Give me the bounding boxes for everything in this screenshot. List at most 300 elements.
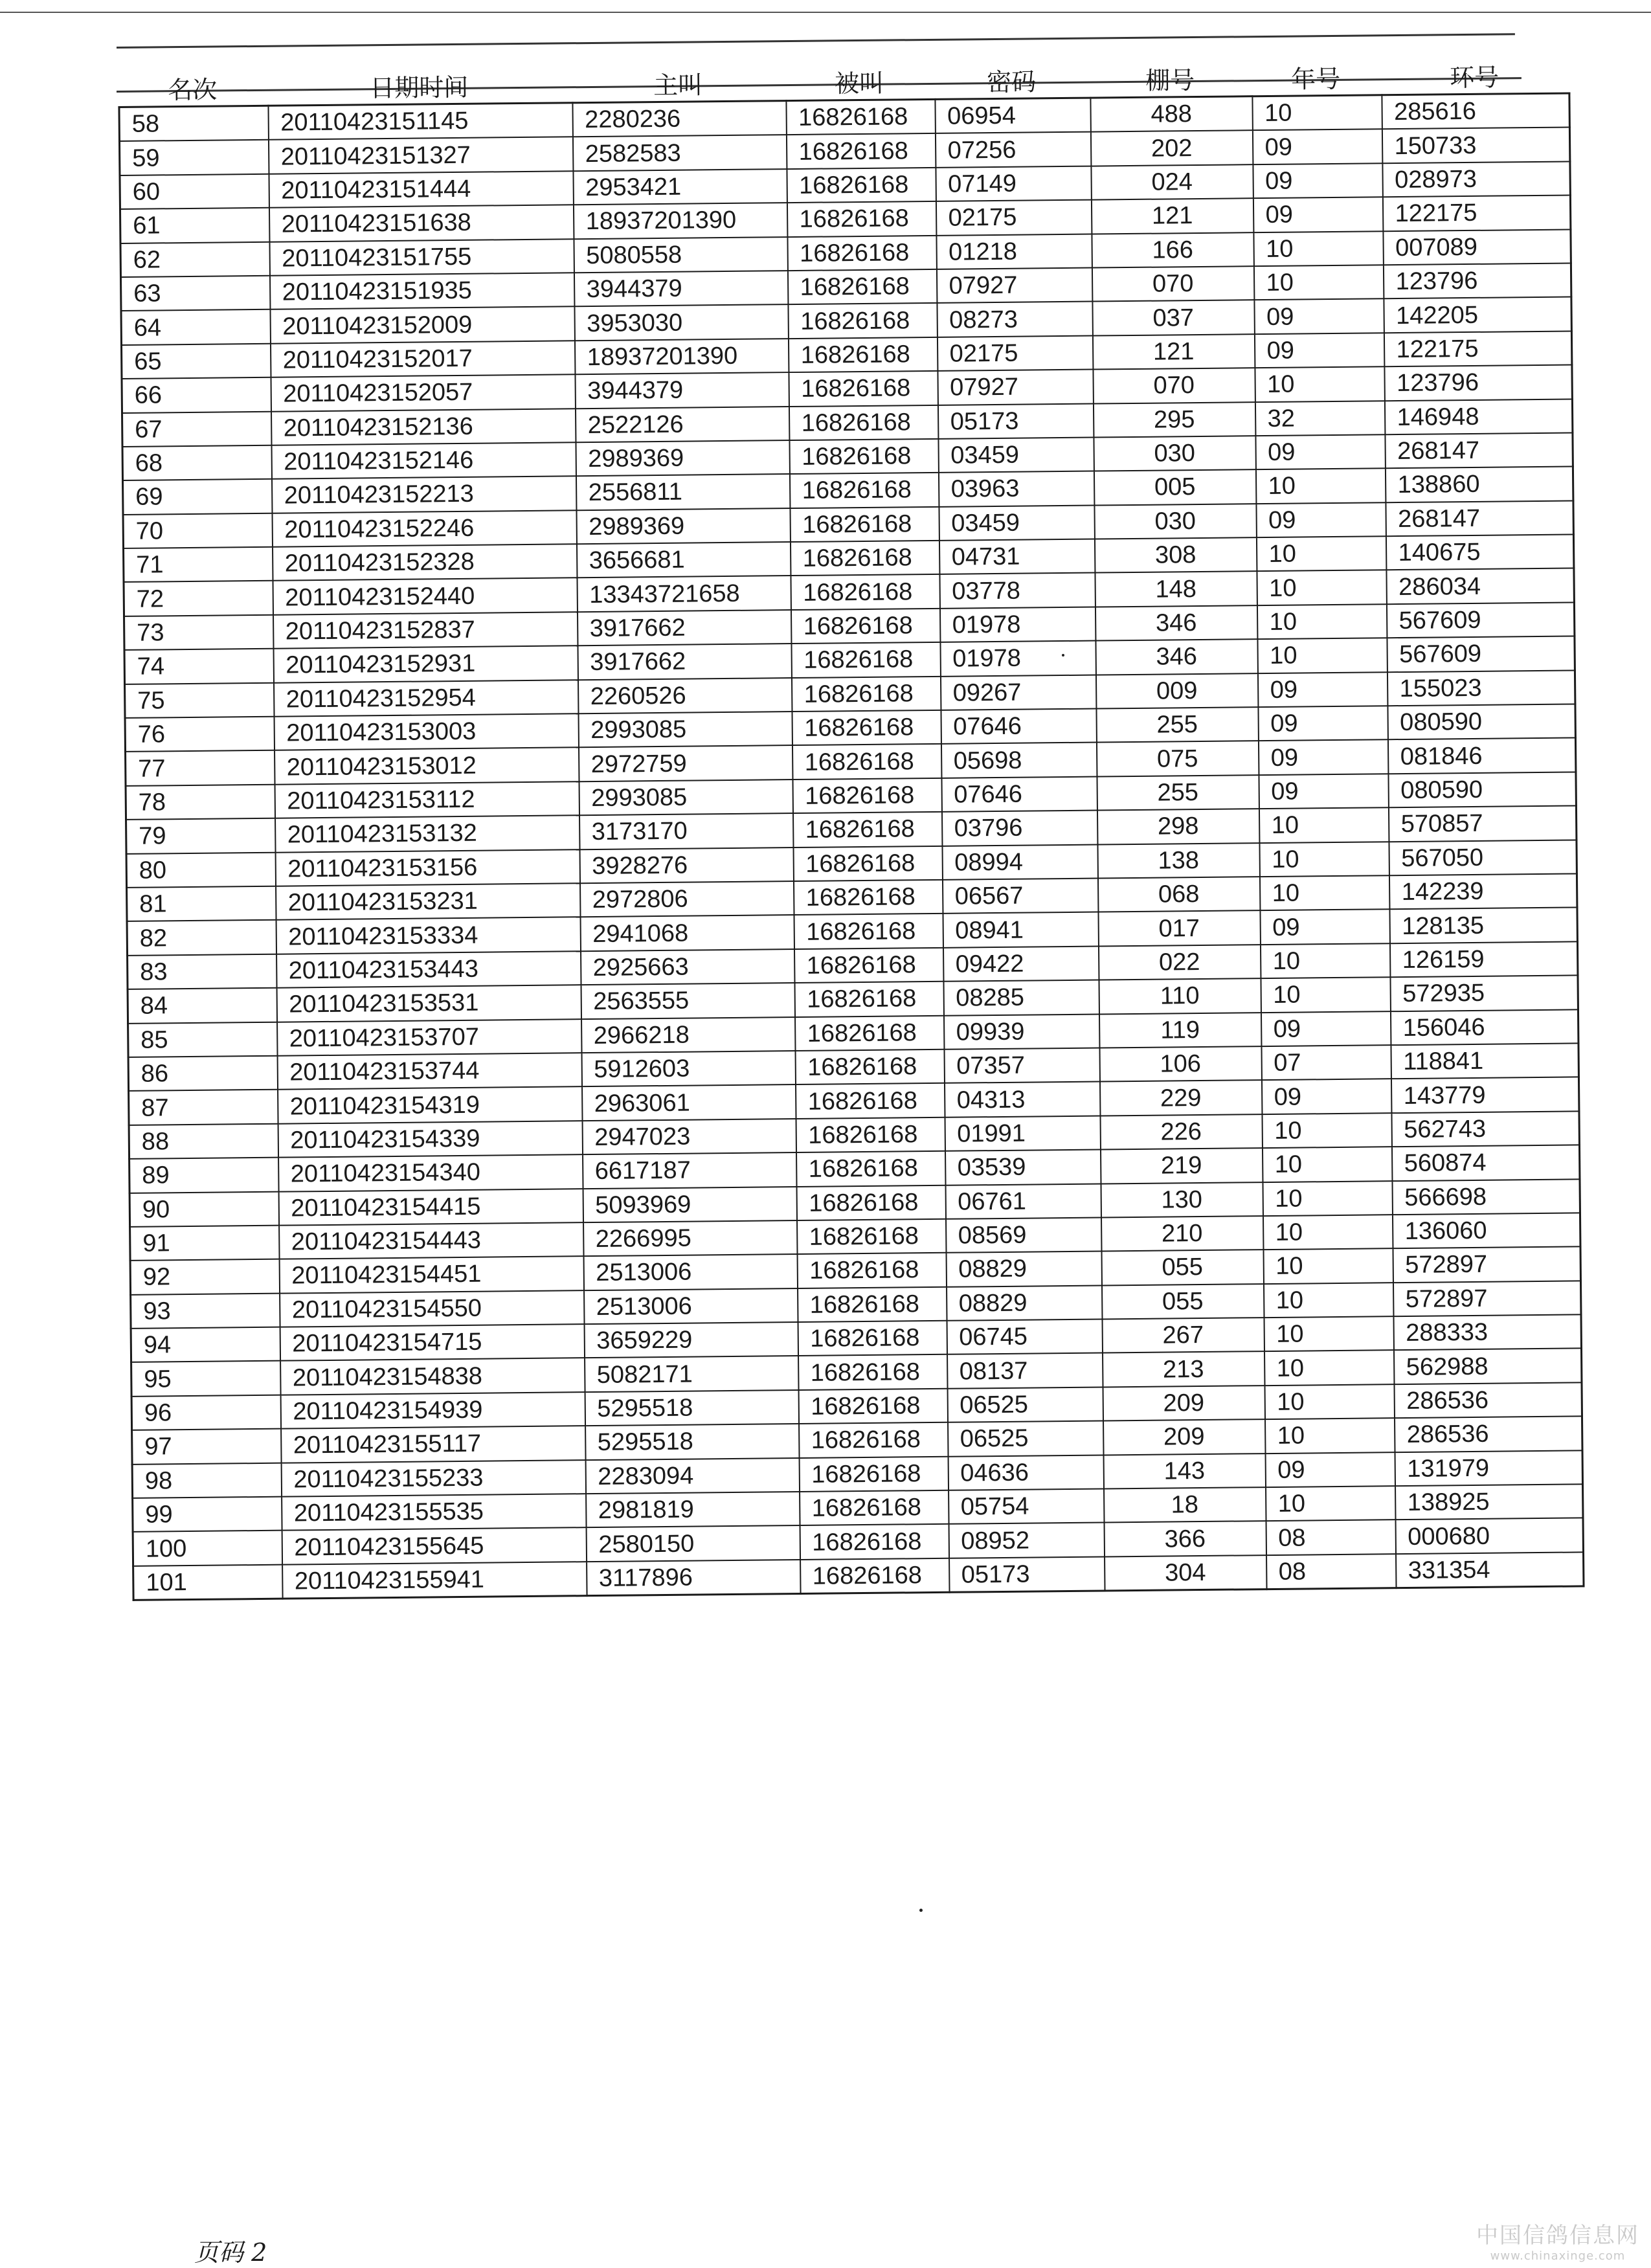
datetime-cell: 20110423153334 [276,917,580,954]
datetime-cell: 20110423155117 [281,1426,585,1463]
callee-cell: 16826168 [790,507,939,543]
header-callee: 被叫 [834,69,884,98]
year-cell: 10 [1259,875,1389,910]
ring-cell: 286034 [1386,568,1574,604]
code-cell: 08273 [937,302,1092,337]
caller-cell: 3117896 [587,1560,800,1596]
rank-cell: 64 [121,309,270,345]
year-cell: 10 [1263,1215,1392,1250]
loft-cell: 030 [1094,436,1255,471]
rank-cell: 67 [122,411,271,447]
year-cell: 10 [1256,536,1386,571]
rank-cell: 101 [133,1564,282,1600]
loft-cell: 209 [1103,1386,1264,1421]
callee-cell: 16826168 [788,337,937,373]
callee-cell: 16826168 [798,1354,947,1390]
year-cell: 10 [1260,943,1389,978]
caller-cell: 3659229 [584,1322,798,1358]
code-cell: 06525 [948,1421,1103,1457]
rank-cell: 70 [123,513,272,548]
caller-cell: 2580150 [586,1525,800,1562]
year-cell: 09 [1253,197,1382,232]
loft-cell: 148 [1095,572,1257,607]
datetime-cell: 20110423153531 [276,985,581,1022]
code-cell: 05754 [949,1489,1104,1525]
loft-cell: 119 [1099,1013,1261,1048]
callee-cell: 16826168 [794,982,943,1017]
rank-cell: 78 [126,785,275,820]
datetime-cell: 20110423155233 [281,1460,585,1497]
datetime-cell: 20110423153231 [276,883,580,920]
code-cell: 02175 [936,200,1091,236]
callee-cell: 16826168 [791,609,939,644]
ring-cell: 562988 [1393,1349,1581,1384]
header-year: 年号 [1290,64,1341,94]
caller-cell: 5912603 [581,1051,795,1087]
callee-cell: 16826168 [796,1151,945,1187]
caller-cell: 3953030 [574,304,788,341]
header-rank: 名次 [168,75,218,105]
ring-cell: 572897 [1393,1247,1580,1283]
datetime-cell: 20110423152837 [273,612,578,649]
rank-cell: 77 [126,750,275,786]
ring-cell: 286536 [1395,1417,1582,1452]
caller-cell: 2989369 [576,440,789,477]
scan-speck [1062,654,1064,657]
caller-cell: 13343721658 [577,576,791,612]
rank-cell: 63 [120,276,269,311]
code-cell: 03459 [938,437,1094,473]
rank-cell: 96 [131,1395,280,1431]
code-cell: 08994 [942,844,1097,880]
caller-cell: 3917662 [578,644,791,680]
loft-cell: 106 [1099,1046,1261,1082]
code-cell: 06525 [947,1387,1103,1422]
callee-cell: 16826168 [792,710,941,746]
watermark-site-url: www.chinaxinge.com [1490,2249,1626,2263]
code-cell: 01978 [940,641,1095,677]
year-cell: 10 [1257,570,1386,605]
ring-cell: 286536 [1394,1382,1582,1418]
loft-cell: 017 [1098,911,1260,947]
year-cell: 10 [1263,1181,1392,1216]
code-cell: 01991 [945,1116,1100,1151]
callee-cell: 16826168 [800,1490,949,1526]
datetime-cell: 20110423152440 [273,578,577,615]
loft-cell: 055 [1101,1250,1263,1285]
year-cell: 10 [1264,1351,1394,1386]
year-cell: 09 [1257,672,1387,707]
caller-cell: 2283094 [585,1458,799,1494]
datetime-cell: 20110423155941 [282,1562,587,1599]
loft-cell: 295 [1093,402,1255,438]
datetime-cell: 20110423155645 [282,1528,586,1565]
year-cell: 07 [1261,1045,1391,1080]
rank-cell: 93 [131,1293,280,1329]
header-code: 密码 [986,67,1037,97]
code-cell: 09267 [940,675,1095,710]
datetime-cell: 20110423152328 [273,544,577,581]
loft-cell: 346 [1095,639,1257,675]
loft-cell: 255 [1097,775,1259,811]
code-cell: 05173 [938,403,1093,439]
datetime-cell: 20110423154838 [280,1358,585,1395]
caller-cell: 2266995 [583,1220,797,1257]
ring-cell: 122175 [1382,196,1570,231]
ring-cell: 131979 [1395,1450,1582,1486]
rank-cell: 94 [131,1327,280,1363]
rank-cell: 87 [129,1090,278,1125]
ring-cell: 128135 [1389,908,1577,943]
datetime-cell: 20110423152009 [270,307,574,344]
caller-cell: 2981819 [586,1492,800,1528]
ring-cell: 142239 [1389,873,1577,909]
caller-cell: 18937201390 [573,203,787,239]
datetime-cell: 20110423154415 [278,1189,583,1226]
loft-cell: 213 [1103,1352,1264,1387]
caller-cell: 2966218 [581,1017,795,1053]
datetime-cell: 20110423152017 [270,341,574,377]
year-cell: 10 [1257,638,1387,673]
datetime-cell: 20110423154939 [280,1392,585,1429]
loft-cell: 210 [1101,1216,1263,1252]
code-cell: 05173 [949,1556,1105,1592]
rank-cell: 81 [127,886,276,922]
caller-cell: 6617187 [583,1152,796,1189]
callee-cell: 16826168 [796,1117,945,1153]
ring-cell: 562743 [1391,1111,1579,1147]
callee-cell: 16826168 [798,1389,947,1424]
rank-cell: 61 [120,208,269,243]
callee-cell: 16826168 [787,235,936,271]
year-cell: 09 [1254,299,1384,334]
page-number: 页码 2 [194,2238,267,2267]
datetime-cell: 20110423153156 [275,849,579,886]
loft-cell: 366 [1104,1521,1266,1556]
loft-cell: 229 [1099,1080,1261,1116]
callee-cell: 16826168 [787,269,936,305]
ring-cell: 560874 [1391,1145,1579,1181]
header-datetime: 日期时间 [369,73,469,103]
callee-cell: 16826168 [788,303,937,339]
ring-cell: 028973 [1382,161,1570,197]
scan-edge-line [0,12,1651,13]
rank-cell: 65 [122,343,271,379]
callee-cell: 16826168 [789,439,938,475]
datetime-cell: 20110423154451 [279,1256,583,1293]
rank-cell: 72 [124,581,273,616]
callee-cell: 16826168 [793,880,942,915]
year-cell: 10 [1253,231,1383,266]
callee-cell: 16826168 [793,846,942,881]
caller-cell: 2993085 [578,712,792,748]
code-cell: 04636 [948,1455,1103,1490]
rank-cell: 91 [130,1226,279,1261]
callee-cell: 16826168 [796,1083,945,1119]
caller-cell: 2972806 [580,881,794,917]
header-loft: 棚号 [1145,66,1195,95]
rank-cell: 84 [128,988,276,1024]
rank-cell: 80 [126,852,275,888]
code-cell: 01218 [936,234,1092,269]
ring-cell: 285616 [1382,93,1569,129]
callee-cell: 16826168 [799,1456,948,1492]
datetime-cell: 20110423152954 [274,680,578,717]
callee-cell: 16826168 [790,541,939,576]
ring-cell: 567050 [1389,840,1577,875]
rank-cell: 71 [124,547,273,583]
code-cell: 03459 [939,505,1094,541]
callee-cell: 16826168 [786,99,935,135]
year-cell: 10 [1264,1316,1393,1351]
code-cell: 07149 [936,166,1091,201]
callee-cell: 16826168 [794,914,943,949]
datetime-cell: 20110423152136 [271,409,575,445]
ring-cell: 123796 [1383,263,1571,298]
header-top-rule [117,33,1515,49]
loft-cell: 209 [1103,1419,1265,1455]
datetime-cell: 20110423152931 [273,646,578,682]
code-cell: 07357 [944,1048,1099,1083]
loft-cell: 488 [1090,96,1252,132]
ring-cell: 570857 [1388,806,1576,842]
year-cell: 09 [1256,502,1386,537]
ring-cell: 268147 [1386,500,1573,536]
code-cell: 03796 [941,811,1097,846]
loft-cell: 121 [1092,334,1254,370]
loft-cell: 255 [1096,707,1258,743]
year-cell: 09 [1259,774,1388,809]
callee-cell: 16826168 [800,1524,949,1560]
header-caller: 主叫 [653,71,703,100]
rank-cell: 99 [133,1497,282,1533]
code-cell: 06745 [947,1319,1102,1355]
rank-cell: 85 [128,1022,277,1057]
rank-cell: 76 [125,717,274,752]
callee-cell: 16826168 [787,201,936,237]
year-cell: 09 [1260,910,1389,945]
callee-cell: 16826168 [798,1321,947,1356]
caller-cell: 5295518 [585,1390,798,1426]
year-cell: 10 [1262,1147,1391,1182]
callee-cell: 16826168 [792,812,941,848]
ring-cell: 567609 [1387,636,1575,672]
loft-cell: 030 [1094,504,1256,539]
year-cell: 10 [1259,807,1388,842]
datetime-cell: 20110423153112 [275,781,579,818]
rank-cell: 86 [128,1056,277,1092]
callee-cell: 16826168 [789,371,938,407]
year-cell: 10 [1252,95,1382,131]
code-cell: 06567 [942,879,1097,914]
callee-cell: 16826168 [791,574,939,610]
datetime-cell: 20110423152213 [272,477,576,513]
datetime-cell: 20110423153707 [277,1019,581,1056]
code-cell: 04731 [939,539,1094,575]
year-cell: 09 [1258,740,1387,775]
rank-cell: 75 [125,682,274,718]
ring-cell: 572897 [1393,1281,1580,1316]
loft-cell: 121 [1091,198,1253,234]
year-cell: 09 [1261,1011,1390,1046]
callee-cell: 16826168 [795,1015,944,1051]
code-cell: 01978 [939,607,1095,642]
rank-cell: 82 [127,920,276,956]
datetime-cell: 20110423154550 [280,1290,584,1327]
ring-cell: 566698 [1392,1179,1580,1215]
caller-cell: 3928276 [579,848,793,884]
code-cell: 08285 [943,980,1099,1016]
watermark-site-name: 中国信鸽信息网 [1476,2223,1639,2249]
ring-cell: 156046 [1390,1009,1578,1045]
datetime-cell: 20110423151327 [268,137,572,174]
caller-cell: 2513006 [583,1254,797,1290]
ring-cell: 080590 [1388,772,1576,807]
code-cell: 08941 [943,912,1098,948]
ring-cell: 142205 [1384,297,1571,333]
datetime-cell: 20110423151444 [269,171,573,208]
callee-cell: 16826168 [792,778,941,814]
rank-cell: 100 [133,1531,282,1566]
year-cell: 10 [1264,1384,1394,1419]
code-cell: 03963 [938,471,1094,507]
callee-cell: 16826168 [797,1219,946,1255]
loft-cell: 304 [1105,1555,1266,1591]
code-cell: 06761 [945,1184,1101,1219]
datetime-cell: 20110423151145 [268,103,572,140]
ring-cell: 567609 [1386,602,1574,638]
caller-cell: 2925663 [581,949,794,985]
loft-cell: 130 [1101,1182,1263,1218]
caller-cell: 5295518 [585,1424,799,1460]
caller-cell: 5093969 [583,1187,796,1223]
caller-cell: 2941068 [580,915,794,951]
code-cell: 09422 [943,946,1098,982]
year-cell: 10 [1255,469,1385,504]
ring-cell: 118841 [1391,1043,1578,1079]
ring-cell: 080590 [1387,704,1575,739]
ring-cell: 331354 [1396,1552,1584,1588]
loft-cell: 18 [1104,1487,1266,1523]
ring-cell: 126159 [1389,941,1577,977]
year-cell: 10 [1255,366,1384,401]
year-cell: 10 [1265,1418,1395,1453]
loft-cell: 267 [1102,1318,1264,1353]
rank-cell: 58 [119,106,268,141]
rank-cell: 69 [123,479,272,515]
caller-cell: 2947023 [582,1119,796,1155]
caller-cell: 2989369 [576,508,790,545]
loft-cell: 138 [1097,843,1259,879]
ring-cell: 122175 [1384,331,1571,366]
rank-cell: 98 [132,1463,281,1498]
site-watermark [1476,2217,1639,2263]
caller-cell: 2972759 [579,745,792,781]
callee-cell: 16826168 [791,676,940,712]
results-sheet [118,61,1583,1601]
caller-cell: 2963061 [582,1084,796,1121]
header-ring: 环号 [1449,63,1499,93]
ring-cell: 146948 [1384,399,1572,434]
loft-cell: 075 [1096,741,1258,777]
rank-cell: 92 [130,1259,279,1295]
loft-cell: 022 [1098,945,1260,980]
caller-cell: 2563555 [581,983,794,1019]
loft-cell: 298 [1097,809,1259,844]
year-cell: 10 [1266,1486,1395,1521]
rank-cell: 89 [129,1158,278,1193]
callee-cell: 16826168 [789,405,938,440]
callee-cell: 16826168 [789,473,938,508]
datetime-cell: 20110423154319 [278,1087,582,1124]
datetime-cell: 20110423153012 [275,748,579,785]
loft-cell: 070 [1092,266,1253,302]
caller-cell: 2513006 [584,1288,798,1325]
caller-cell: 2260526 [578,678,791,714]
ring-cell: 081846 [1387,738,1575,774]
ring-cell: 143779 [1391,1077,1578,1113]
code-cell: 07256 [935,132,1090,168]
ring-cell: 140675 [1386,535,1573,570]
loft-cell: 143 [1103,1454,1265,1489]
loft-cell: 226 [1100,1114,1262,1150]
year-cell: 09 [1255,434,1385,469]
rank-cell: 73 [124,615,273,651]
code-cell: 06954 [935,98,1090,133]
callee-cell: 16826168 [798,1286,947,1322]
caller-cell: 3944379 [574,271,787,307]
year-cell: 09 [1261,1079,1391,1114]
caller-cell: 5082171 [585,1356,798,1392]
loft-cell: 055 [1102,1284,1264,1319]
callee-cell: 16826168 [786,133,935,169]
code-cell: 07927 [936,268,1092,304]
year-cell: 10 [1259,842,1389,877]
code-cell: 02175 [937,335,1092,371]
code-cell: 05698 [941,743,1096,778]
caller-cell: 2953421 [573,169,787,205]
year-cell: 32 [1255,401,1384,436]
datetime-cell: 20110423153132 [275,815,579,852]
results-table-body [119,93,1584,1600]
loft-cell: 070 [1093,368,1255,403]
year-cell: 09 [1253,163,1382,198]
code-cell: 08952 [949,1523,1104,1558]
year-cell: 09 [1258,706,1387,741]
datetime-cell: 20110423154339 [278,1121,582,1158]
callee-cell: 16826168 [792,744,941,780]
rank-cell: 68 [122,445,271,481]
datetime-cell: 20110423153443 [276,951,581,988]
ring-cell: 150733 [1382,128,1569,163]
code-cell: 07927 [938,370,1093,405]
code-cell: 07646 [941,776,1097,812]
caller-cell: 2280236 [572,101,786,137]
datetime-cell: 20110423151638 [269,205,573,241]
datetime-cell: 20110423153003 [274,713,578,750]
loft-cell: 068 [1097,877,1259,912]
datetime-cell: 20110423154340 [278,1154,583,1191]
datetime-cell: 20110423152057 [271,374,575,411]
code-cell: 03778 [939,573,1095,609]
results-table [118,92,1584,1601]
ring-cell: 138860 [1385,467,1573,502]
rank-cell: 62 [120,241,269,277]
year-cell: 10 [1264,1283,1393,1318]
rank-cell: 79 [126,818,275,854]
year-cell: 08 [1266,1520,1395,1555]
caller-cell: 3656681 [576,542,790,578]
